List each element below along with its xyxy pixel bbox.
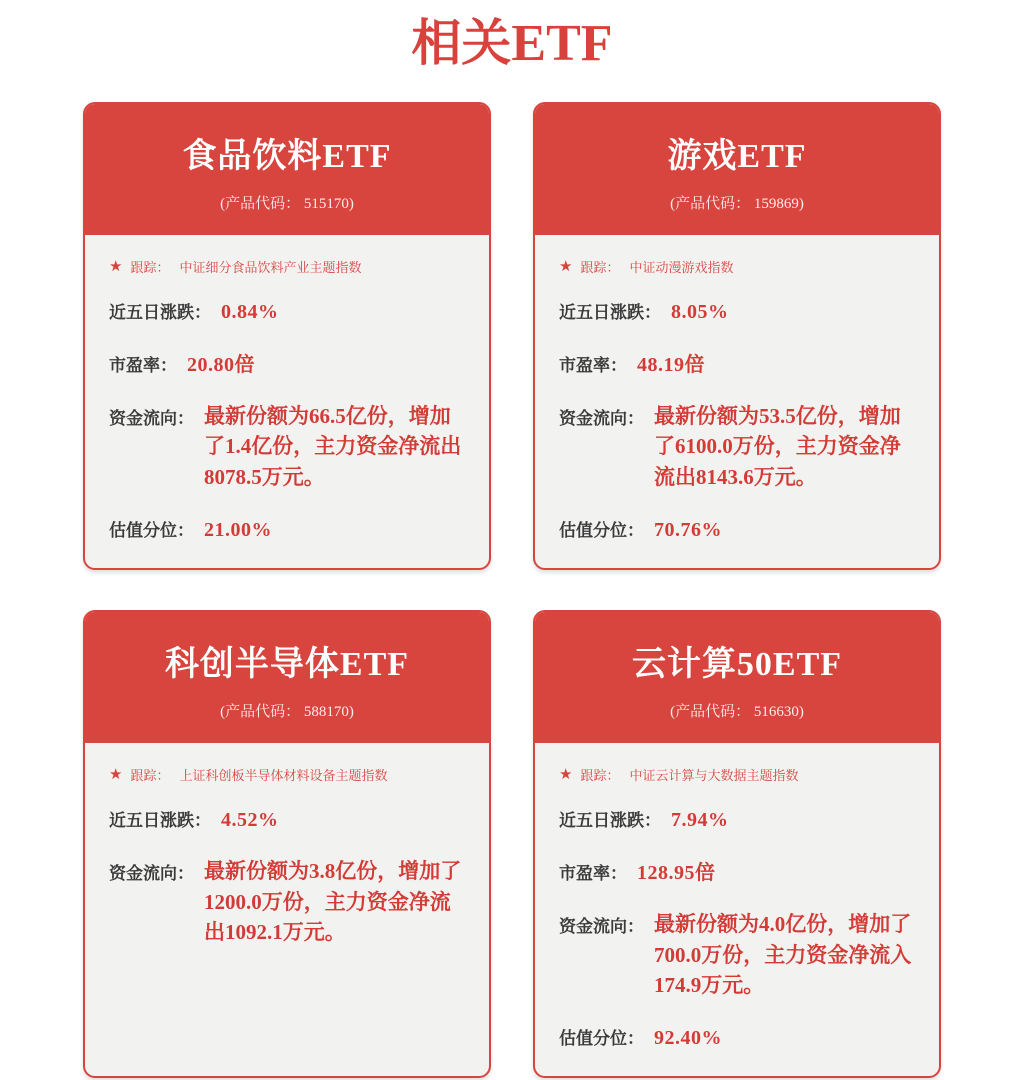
five-day-row xyxy=(559,806,915,832)
etf-card-kechuangbandaoti xyxy=(83,610,491,1078)
pe-value: 20.80倍 xyxy=(187,353,255,376)
valuation-value: 92.40% xyxy=(654,1027,722,1050)
pe-value: 128.95倍 xyxy=(637,862,716,885)
five-day-row xyxy=(559,298,915,324)
track-label: 跟踪： xyxy=(130,259,170,275)
flow-label: 资金流向： xyxy=(109,864,194,884)
flow-label: 资金流向： xyxy=(559,917,644,937)
etf-card-youxi xyxy=(533,102,941,570)
flow-row xyxy=(109,856,465,947)
track-row xyxy=(559,765,915,784)
card-body xyxy=(85,743,489,1076)
etf-card-yunjisuan50 xyxy=(533,610,941,1078)
flow-row xyxy=(559,909,915,1000)
valuation-label: 估值分位： xyxy=(109,521,194,541)
card-header xyxy=(535,104,939,235)
valuation-row xyxy=(559,1024,915,1050)
valuation-label: 估值分位： xyxy=(559,1029,644,1049)
track-index-name: 上证科创板半导体材料设备主题指数 xyxy=(179,768,388,784)
five-day-value: 8.05% xyxy=(671,300,729,323)
pe-row xyxy=(109,348,465,377)
five-day-row xyxy=(109,298,465,324)
valuation-label: 估值分位： xyxy=(559,521,644,541)
pe-value: 48.19倍 xyxy=(637,353,705,376)
track-index-name: 中证云计算与大数据主题指数 xyxy=(629,768,799,784)
pe-row xyxy=(559,856,915,885)
page-title-cn: 相关 xyxy=(411,15,512,71)
flow-value: 最新份额为66.5亿份，增加了1.4亿份，主力资金净流出8078.5万元。 xyxy=(204,403,462,489)
etf-product-code: (产品代码： 516630) xyxy=(670,704,804,721)
valuation-value: 21.00% xyxy=(204,519,272,542)
flow-label: 资金流向： xyxy=(109,408,194,428)
flow-value: 最新份额为3.8亿份，增加了1200.0万份，主力资金净流出1092.1万元。 xyxy=(204,859,462,944)
track-label: 跟踪： xyxy=(130,768,170,784)
pe-label: 市盈率： xyxy=(559,864,627,884)
star-icon: ★ xyxy=(109,766,123,784)
track-row xyxy=(109,257,465,276)
etf-product-code: (产品代码： 588170) xyxy=(220,704,354,721)
card-body xyxy=(535,743,939,1076)
etf-name: 云计算50ETF xyxy=(631,646,843,684)
etf-name: 科创半导体ETF xyxy=(164,646,410,684)
card-header xyxy=(535,612,939,743)
etf-card-shipinyinliao xyxy=(83,102,491,570)
card-body xyxy=(85,235,489,568)
track-row xyxy=(109,765,465,784)
etf-card-grid xyxy=(83,102,941,1079)
page-title xyxy=(0,14,1024,74)
etf-product-code: (产品代码： 515170) xyxy=(220,195,354,212)
flow-label: 资金流向： xyxy=(559,408,644,428)
etf-product-code: (产品代码： 159869) xyxy=(670,195,804,212)
valuation-row xyxy=(559,516,915,542)
etf-name: 食品饮料ETF xyxy=(182,137,392,175)
track-label: 跟踪： xyxy=(580,259,620,275)
pe-label: 市盈率： xyxy=(109,355,177,375)
star-icon: ★ xyxy=(109,257,123,275)
card-body xyxy=(535,235,939,568)
star-icon: ★ xyxy=(559,257,573,275)
five-day-value: 4.52% xyxy=(221,809,279,832)
track-index-name: 中证动漫游戏指数 xyxy=(629,259,734,275)
five-day-label: 近五日涨跌： xyxy=(109,811,211,831)
five-day-value: 0.84% xyxy=(221,300,279,323)
flow-row xyxy=(109,401,465,492)
five-day-label: 近五日涨跌： xyxy=(109,302,211,322)
track-index-name: 中证细分食品饮料产业主题指数 xyxy=(179,259,362,275)
five-day-label: 近五日涨跌： xyxy=(559,302,661,322)
etf-name: 游戏ETF xyxy=(667,137,807,175)
track-label: 跟踪： xyxy=(580,768,620,784)
pe-label: 市盈率： xyxy=(559,355,627,375)
flow-value: 最新份额为4.0亿份，增加了700.0万份，主力资金净流入174.9万元。 xyxy=(654,912,912,997)
valuation-row xyxy=(109,516,465,542)
flow-row xyxy=(559,401,915,492)
five-day-label: 近五日涨跌： xyxy=(559,811,661,831)
star-icon: ★ xyxy=(559,766,573,784)
pe-row xyxy=(559,348,915,377)
page-title-en: ETF xyxy=(511,15,613,72)
track-row xyxy=(559,257,915,276)
card-header xyxy=(85,104,489,235)
valuation-value: 70.76% xyxy=(654,519,722,542)
flow-value: 最新份额为53.5亿份，增加了6100.0万份，主力资金净流出8143.6万元。 xyxy=(654,403,901,489)
five-day-row xyxy=(109,806,465,832)
card-header xyxy=(85,612,489,743)
five-day-value: 7.94% xyxy=(671,809,729,832)
